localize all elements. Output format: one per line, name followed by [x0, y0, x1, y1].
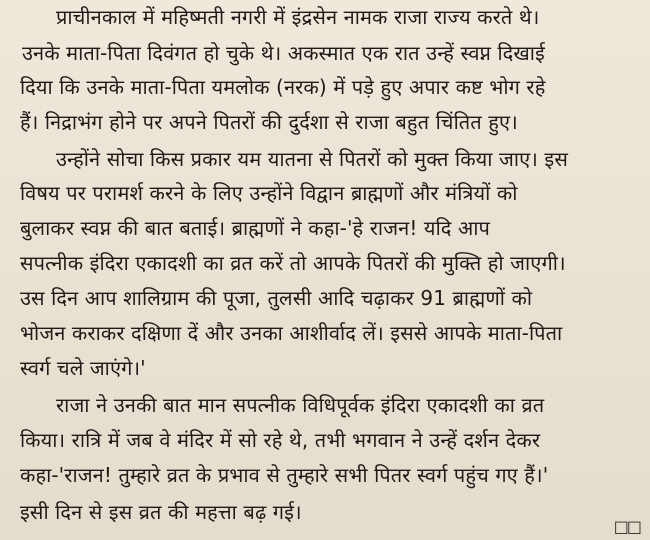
text-line-1: प्राचीनकाल में महिष्मती नगरी में इंद्रसेन नामक राजा राज्य करते थे।: [56, 5, 540, 29]
text-line-4: हैं। निद्राभंग होने पर अपने पितरों की दुर्दशा से राजा बहुत चिंतित हुए।: [20, 110, 518, 134]
text-line-11: स्वर्ग चले जाएंगे।': [20, 356, 146, 380]
text-line-12: राजा ने उनकी बात मान सपत्नीक विधिपूर्वक इंदिरा एकादशी का व्रत: [56, 393, 545, 417]
text-line-7: बुलाकर स्वप्न की बात बताई। ब्राह्मणों ने कहा-'हे राजन! यदि आप: [20, 216, 490, 240]
text-line-3: दिया कि उनके माता-पिता यमलोक (नरक) में पड़े हुए अपार कष्ट भोग रहे: [20, 75, 546, 99]
text-line-6: विषय पर परामर्श करने के लिए उन्होंने विद्वान ब्राह्मणों और मंत्रियों को: [20, 181, 518, 205]
text-line-5: उन्होंने सोचा किस प्रकार यम यातना से पितरों को मुक्त किया जाए। इस: [56, 147, 568, 171]
text-line-14: कहा-'राजन! तुम्हारे व्रत के प्रभाव से तुम्हारे सभी पितर स्वर्ग पहुंच गए हैं।': [20, 463, 549, 487]
text-line-9: उस दिन आप शालिग्राम की पूजा, तुलसी आदि चढ़ाकर 91 ब्राह्मणों को: [20, 286, 533, 310]
text-line-15: इसी दिन से इस व्रत की महत्ता बढ़ गई।: [20, 500, 302, 524]
text-line-10: भोजन कराकर दक्षिणा दें और उनका आशीर्वाद लें। इससे आपके माता-पिता: [20, 321, 563, 345]
text-line-13: किया। रात्रि में जब वे मंदिर में सो रहे थे, तभी भगवान ने उन्हें दर्शन देकर: [20, 428, 541, 452]
text-line-8: सपत्नीक इंदिरा एकादशी का व्रत करें तो आपके पितरों की मुक्ति हो जाएगी।: [20, 251, 566, 275]
end-of-article-mark: □□: [613, 517, 640, 536]
text-line-2: उनके माता-पिता दिवंगत हो चुके थे। अकस्मात एक रात उन्हें स्वप्न दिखाई: [22, 41, 545, 65]
